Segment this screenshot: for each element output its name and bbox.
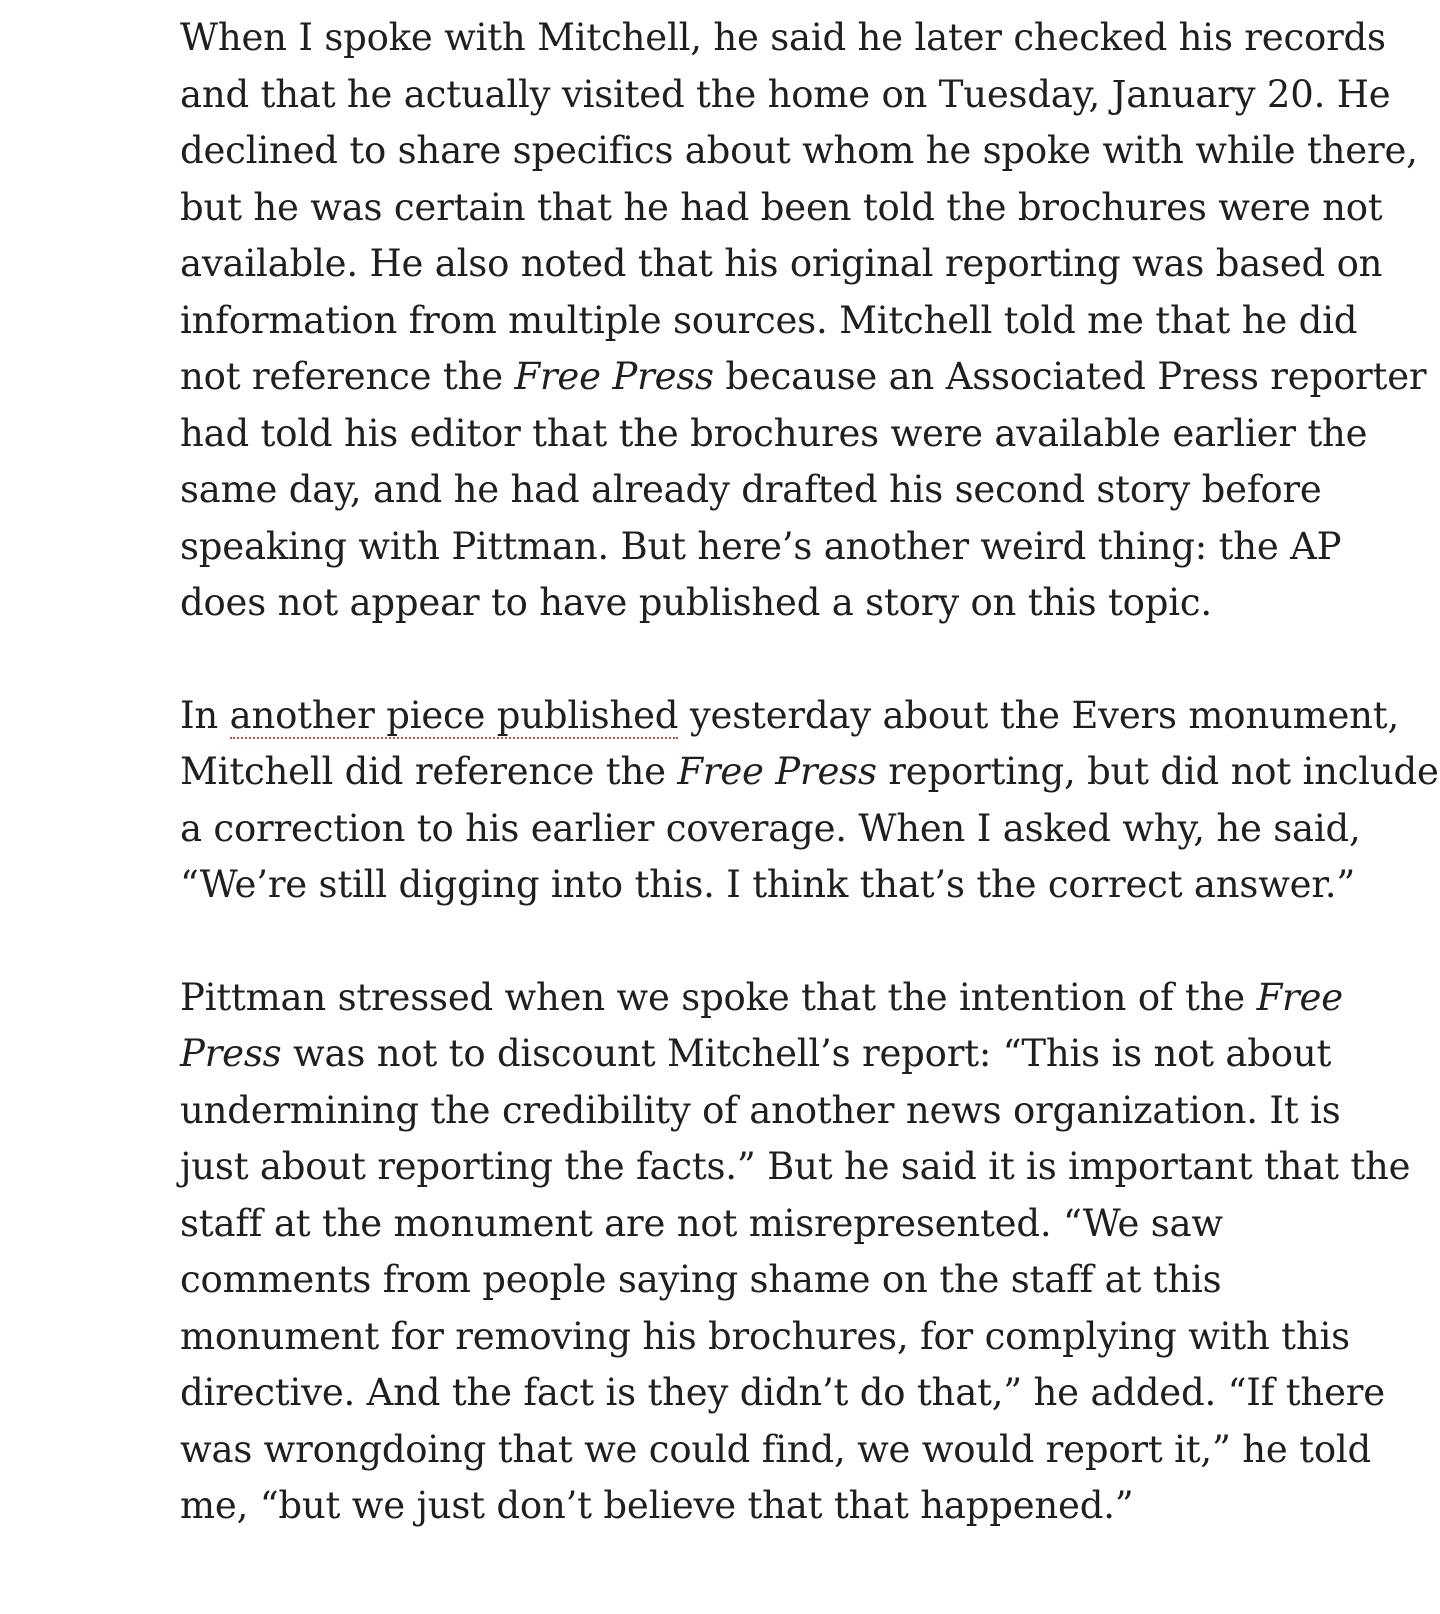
paragraph-3 <box>180 970 1411 1535</box>
publication-name: Free Press <box>677 750 877 793</box>
text-line <box>180 970 1343 1027</box>
text-line: and that he actually visited the home on Tuesday, January 20. He <box>180 72 1391 116</box>
text-line: a correction to his earlier coverage. When I asked why, he said, <box>180 806 1361 850</box>
text-line: had told his editor that the brochures were available earlier the <box>180 411 1368 455</box>
text-line: just about reporting the facts.” But he said it is important that the <box>180 1145 1411 1188</box>
text-line: but he was certain that he had been told the brochures were not <box>180 185 1383 229</box>
text-segment: Pittman stressed when we spoke that the intention of the <box>180 975 1257 1019</box>
text-line: When I spoke with Mitchell, he said he later checked his records <box>180 16 1386 59</box>
text-segment: yesterday about the Evers monument, <box>678 693 1400 737</box>
publication-name: Press <box>180 1032 282 1075</box>
text-line: directive. And the fact is they didn’t do that,” he added. “If there <box>180 1371 1385 1414</box>
text-line: speaking with Pittman. But here’s another weird thing: the AP <box>180 524 1342 568</box>
text-segment: not reference the <box>180 355 515 398</box>
text-line: declined to share specifics about whom he spoke with while there, <box>180 129 1418 172</box>
article-body <box>180 10 1439 1535</box>
text-segment: was not to discount Mitchell’s report: “This is not about <box>281 1032 1332 1075</box>
text-line <box>180 688 1400 745</box>
another-piece-link[interactable]: another piece published <box>229 693 679 737</box>
text-line: does not appear to have published a story on this topic. <box>180 581 1212 624</box>
text-line: available. He also noted that his original reporting was based on <box>180 242 1383 285</box>
text-line <box>180 1026 1340 1083</box>
publication-name: Free <box>1256 975 1343 1019</box>
text-line: staff at the monument are not misrepresented. “We saw <box>180 1201 1223 1245</box>
text-line: undermining the credibility of another news organization. It is <box>180 1088 1341 1132</box>
text-segment: reporting, but did not include <box>876 750 1439 793</box>
text-line: same day, and he had already drafted his second story before <box>180 468 1322 511</box>
text-line: “We’re still digging into this. I think that’s the correct answer.” <box>180 863 1356 906</box>
paragraph-2 <box>180 688 1439 914</box>
text-line <box>180 349 1427 406</box>
text-line: me, “but we just don’t believe that that happened.” <box>180 1484 1134 1527</box>
publication-name: Free Press <box>514 355 714 398</box>
text-line: monument for removing his brochures, for complying with this <box>180 1314 1350 1358</box>
text-line: information from multiple sources. Mitchell told me that he did <box>180 298 1358 342</box>
text-segment: Mitchell did reference the <box>180 750 678 793</box>
text-line <box>180 744 1439 801</box>
text-segment: In <box>180 693 230 737</box>
text-line: was wrongdoing that we could find, we would report it,” he told <box>180 1427 1372 1471</box>
text-segment: because an Associated Press reporter <box>713 355 1427 398</box>
paragraph-1 <box>180 10 1427 632</box>
text-line: comments from people saying shame on the staff at this <box>180 1258 1222 1301</box>
